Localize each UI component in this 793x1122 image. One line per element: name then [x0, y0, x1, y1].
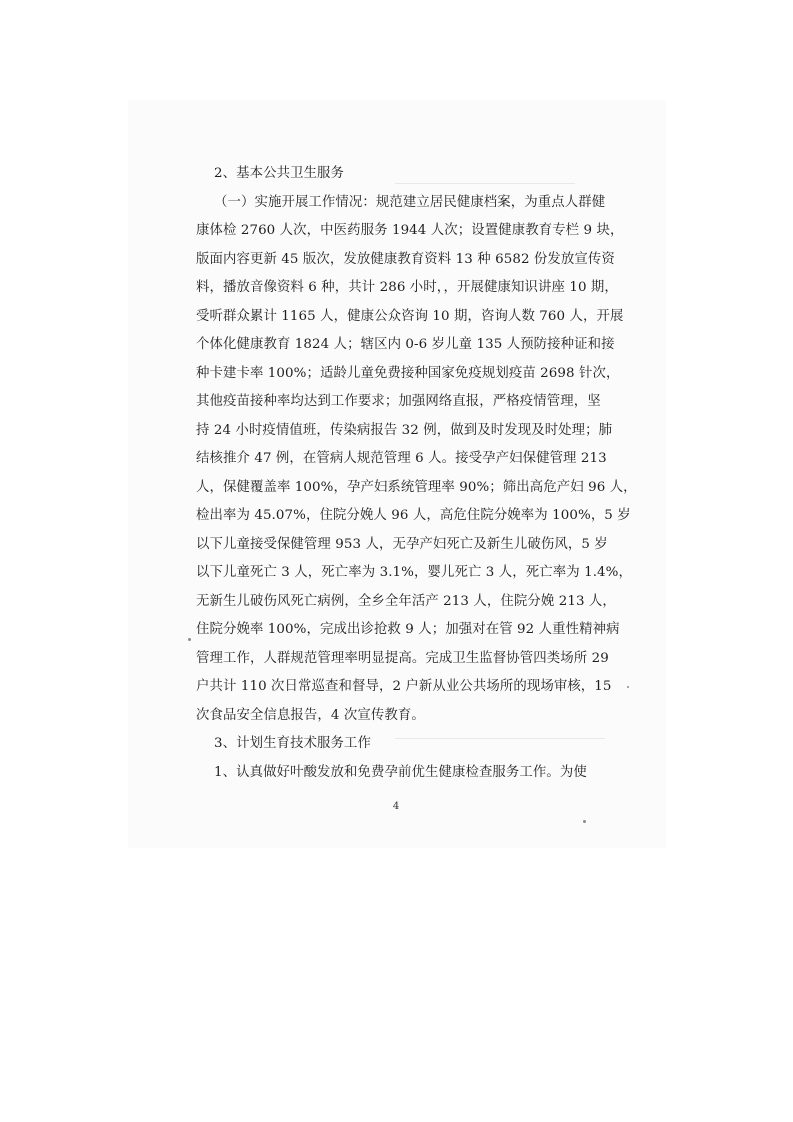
paragraph-line: 个体化健康教育 1824 人；辖区内 0-6 岁儿童 135 人预防接种证和接: [196, 337, 615, 352]
scan-speck: [627, 686, 629, 688]
paragraph-line: 持 24 小时疫情值班，传染病报告 32 例，做到及时发现及时处理；肺: [196, 422, 613, 438]
paragraph-line: 结核推介 47 例，在管病人规范管理 6 人。接受孕产妇保健管理 213: [196, 451, 607, 466]
paragraph-line: 康体检 2760 人次，中医药服务 1944 人次；设置健康教育专栏 9 块，: [196, 223, 624, 238]
scan-speck: [188, 638, 191, 641]
paragraph-line: 受听群众累计 1165 人，健康公众咨询 10 期，咨询人数 760 人，开展: [196, 308, 624, 324]
paragraph-line: 以下儿童接受保健管理 953 人，无孕产妇死亡及新生儿破伤风，5 岁: [196, 536, 608, 552]
paragraph-line: 料，播放音像资料 6 种，共计 286 小时，，开展健康知识讲座 10 期，: [196, 280, 618, 295]
section-heading: 2、基本公共卫生服务: [214, 166, 345, 181]
paragraph-line: 管理工作，人群规范管理率明显提高。完成卫生监督协管四类场所 29: [196, 650, 609, 666]
paragraph-line: 住院分娩率 100%，完成出诊抢救 9 人；加强对在管 92 人重性精神病: [196, 622, 620, 637]
paragraph-line: 1、认真做好叶酸发放和免费孕前优生健康检查服务工作。为使: [214, 764, 587, 780]
paragraph-line: 以下儿童死亡 3 人，死亡率为 3.1%，婴儿死亡 3 人，死亡率为 1.4%，: [196, 565, 632, 580]
paragraph-line: 版面内容更新 45 版次，发放健康教育资料 13 种 6582 份发放宣传资: [196, 251, 615, 267]
paragraph-line: 无新生儿破伤风死亡病例，全乡全年活产 213 人，住院分娩 213 人，: [196, 593, 616, 609]
scan-speck: [583, 820, 586, 823]
paragraph-line: 户共计 110 次日常巡查和督导，2 户新从业公共场所的现场审核，15: [196, 679, 612, 694]
paragraph-line: 人，保健覆盖率 100%，孕产妇系统管理率 90%；筛出高危产妇 96 人，: [196, 479, 637, 495]
paragraph-line: （一）实施开展工作情况：规范建立居民健康档案，为重点人群健: [214, 194, 606, 210]
section-heading: 3、计划生育技术服务工作: [214, 736, 372, 751]
paragraph-line: 种卡建卡率 100%；适龄儿童免费接种国家免疫规划疫苗 2698 针次，: [196, 365, 620, 381]
paragraph-line: 其他疫苗接种率均达到工作要求；加强网络直报，严格疫情管理，坚: [196, 394, 601, 409]
paragraph-line: 检出率为 45.07%，住院分娩人 96 人，高危住院分娩率为 100%，5 岁: [196, 508, 631, 523]
paragraph-line: 次食品安全信息报告，4 次宣传教育。: [196, 707, 425, 723]
document-body: [196, 160, 637, 787]
page-number: 4: [392, 801, 400, 812]
